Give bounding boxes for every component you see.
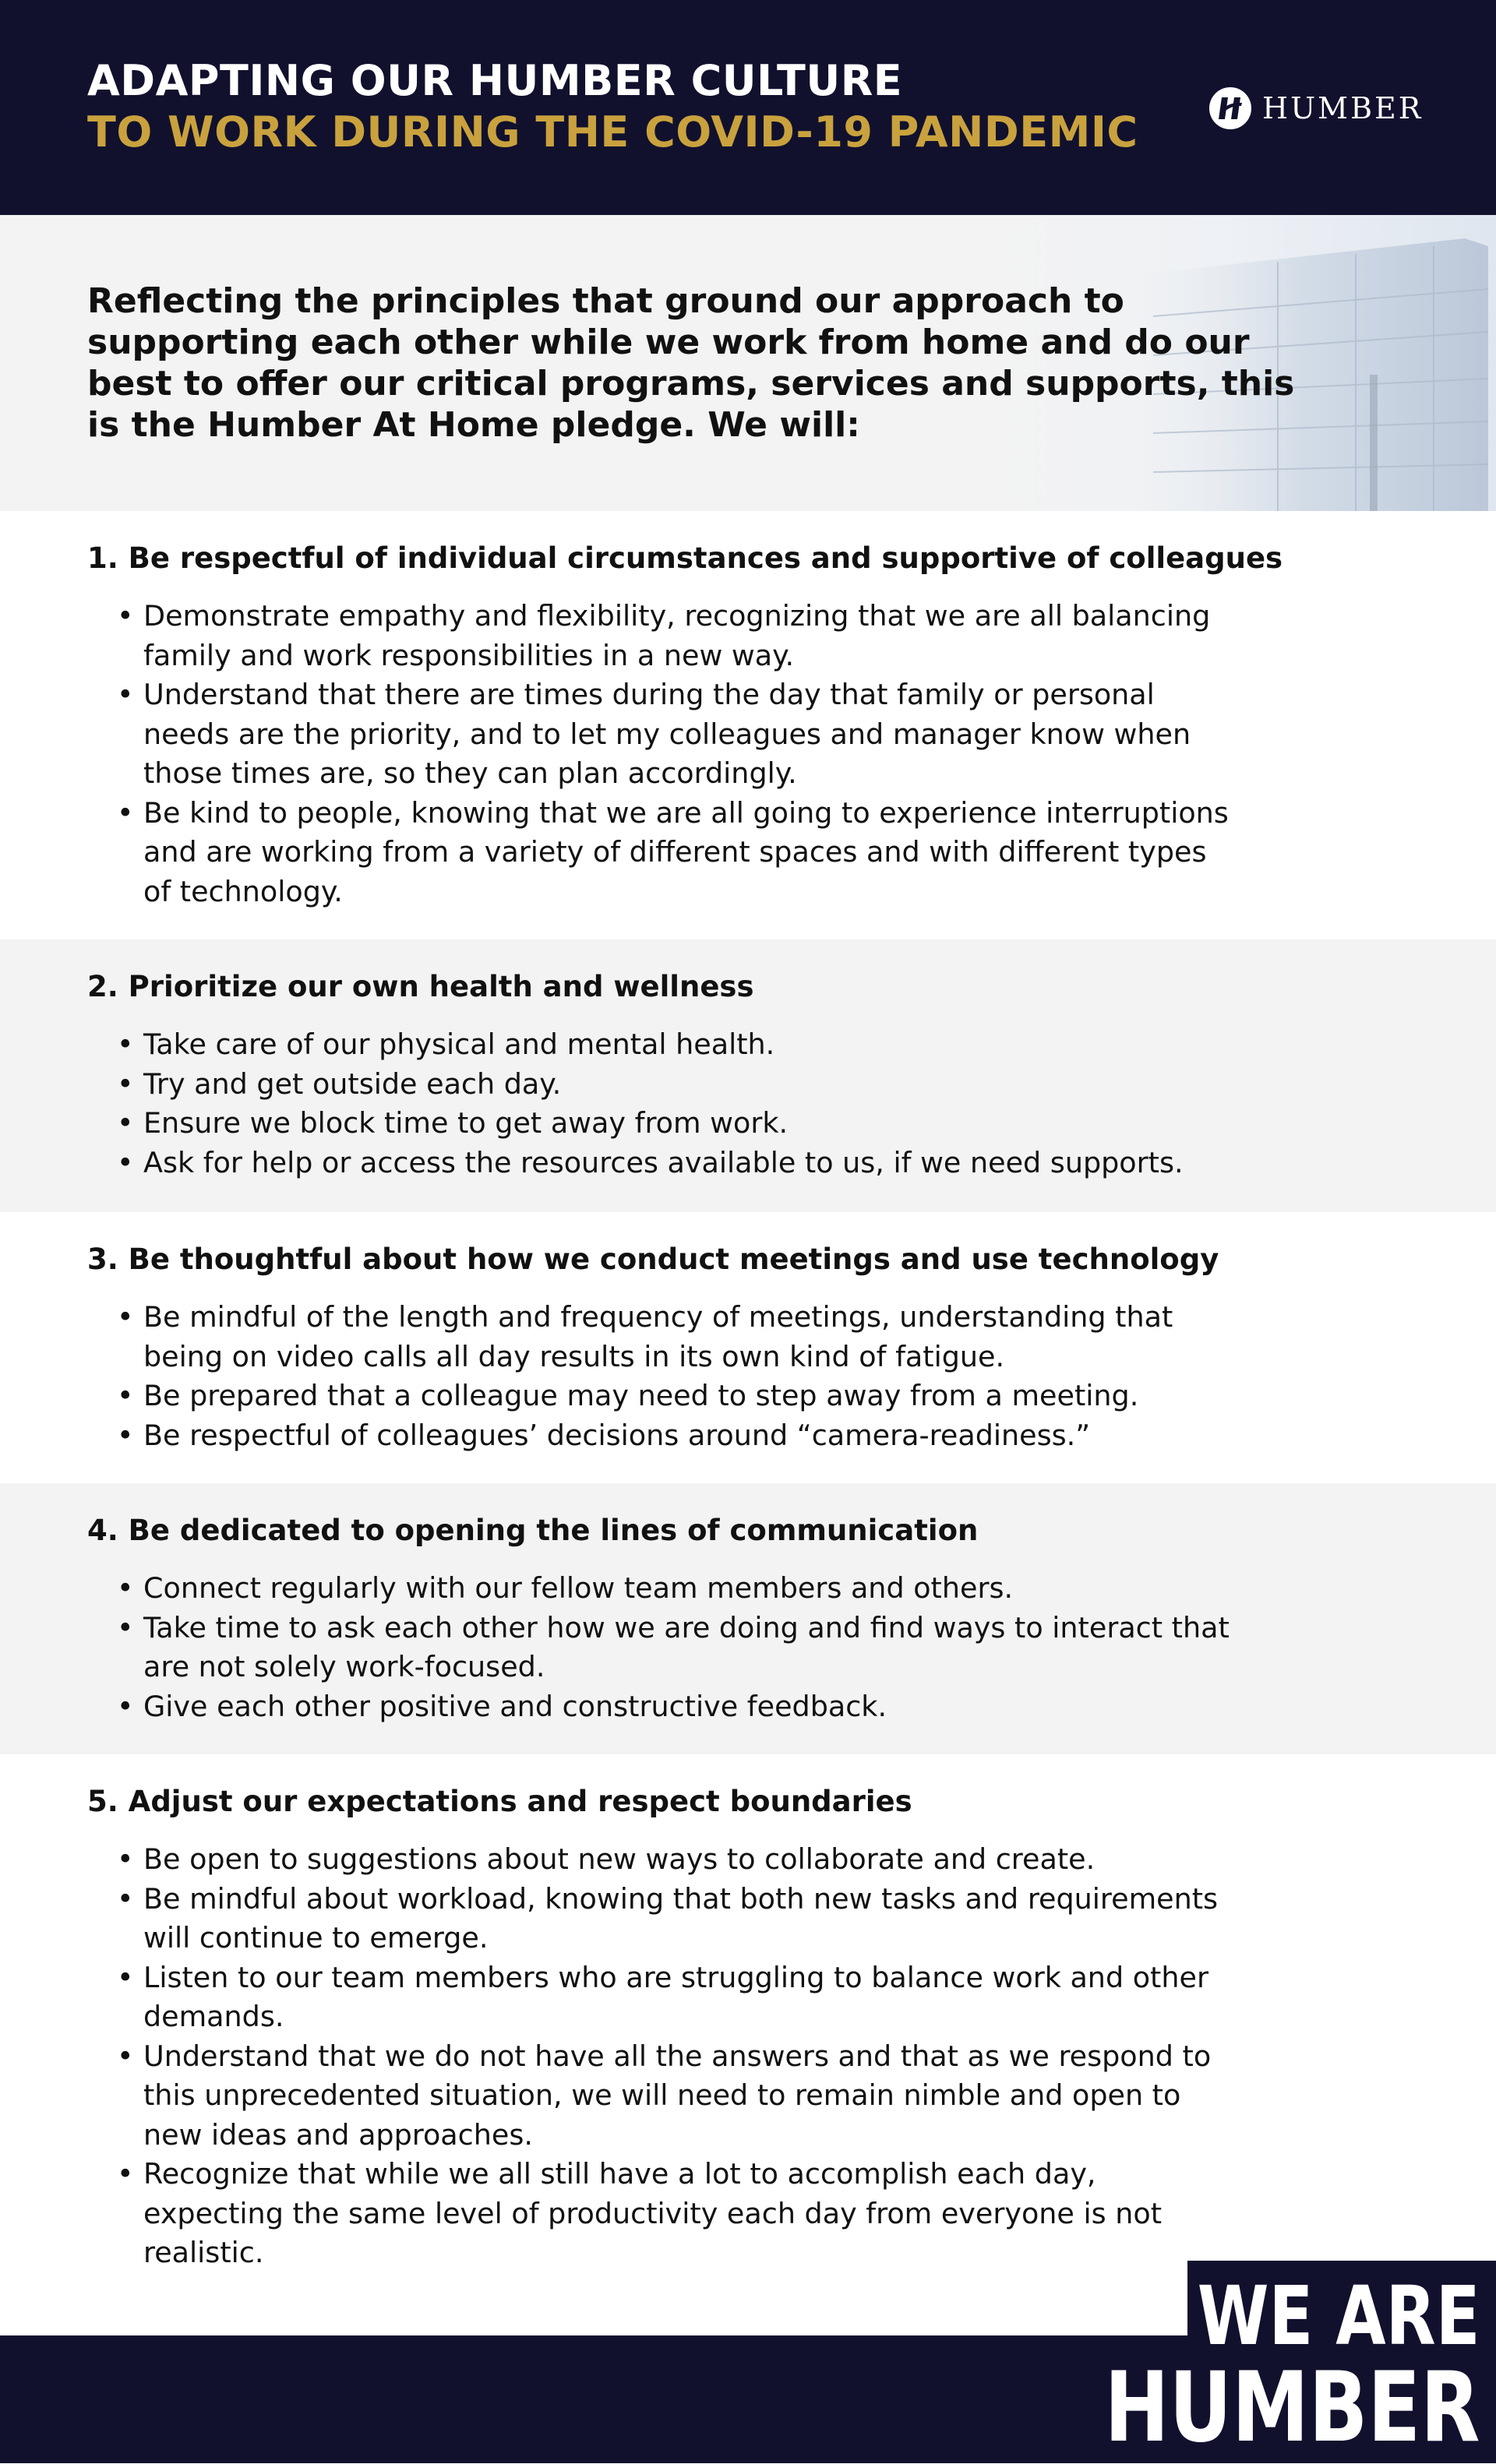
- page-header: [0, 0, 1496, 215]
- intro-text: Reflecting the principles that ground our approach to supporting each other while we work from home and do our best to offer our critical programs, services and supports, this is the Humber At Home pledge. We will:: [87, 281, 1295, 445]
- list-item: • Be open to suggestions about new ways to collaborate and create.: [117, 1840, 1231, 1880]
- list-item: • Demonstrate empathy and flexibility, recognizing that we are all balancing family and work responsibilities in a new way.: [117, 597, 1231, 675]
- section-heading: 1. Be respectful of individual circumstances and supportive of colleagues: [87, 541, 1283, 575]
- list-item: • Be respectful of colleagues’ decisions around “camera-readiness.”: [117, 1416, 1231, 1456]
- section-heading: 4. Be dedicated to opening the lines of communication: [87, 1514, 979, 1547]
- list-item: • Recognize that while we all still have a lot to accomplish each day, expecting the same level of productivity each day from everyone is not realistic.: [117, 2155, 1231, 2273]
- section-heading: 2. Prioritize our own health and wellness: [87, 970, 754, 1003]
- section-heading: 3. Be thoughtful about how we conduct meetings and use technology: [87, 1243, 1219, 1276]
- list-item: • Give each other positive and constructive feedback.: [117, 1687, 1231, 1727]
- pledge-section-2: [0, 939, 1496, 1212]
- bullet-list: [117, 1840, 1231, 2273]
- list-item: • Be prepared that a colleague may need to step away from a meeting.: [117, 1377, 1231, 1416]
- bullet-list: [117, 597, 1231, 911]
- list-item: • Be mindful about workload, knowing that both new tasks and requirements will continue to emerge.: [117, 1880, 1231, 1958]
- list-item: • Understand that we do not have all the answers and that as we respond to this unprecedented situation, we will need to remain nimble and open to new ideas and approaches.: [117, 2037, 1231, 2156]
- bullet-list: [117, 1569, 1231, 1726]
- list-item: • Take care of our physical and mental health.: [117, 1025, 1231, 1065]
- list-item: • Listen to our team members who are struggling to balance work and other demands.: [117, 1958, 1231, 2037]
- section-heading: 5. Adjust our expectations and respect boundaries: [87, 1785, 912, 1818]
- pledge-section-1: [0, 511, 1496, 939]
- pledge-section-3: [0, 1212, 1496, 1483]
- we-are-text: WE ARE: [1198, 2268, 1480, 2364]
- list-item: • Take time to ask each other how we are doing and find ways to interact that are not solely work-focused.: [117, 1609, 1231, 1687]
- list-item: • Be mindful of the length and frequency of meetings, understanding that being on video calls all day results in its own kind of fatigue.: [117, 1298, 1231, 1377]
- humber-wordmark: HUMBER: [1104, 2352, 1480, 2464]
- bullet-list: [117, 1025, 1231, 1183]
- humber-logo-text: HUMBER: [1262, 91, 1424, 125]
- list-item: • Ask for help or access the resources available to us, if we need supports.: [117, 1144, 1231, 1183]
- bullet-list: [117, 1298, 1231, 1455]
- humber-h-icon: [1209, 87, 1251, 129]
- list-item: • Be kind to people, knowing that we are all going to experience interruptions and are working from a variety of different spaces and with different types of technology.: [117, 794, 1231, 912]
- list-item: • Ensure we block time to get away from work.: [117, 1104, 1231, 1144]
- humber-logo: [1209, 87, 1423, 129]
- list-item: • Try and get outside each day.: [117, 1065, 1231, 1105]
- list-item: • Understand that there are times during the day that family or personal needs are the priority, and to let my colleagues and manager know when those times are, so they can plan accordingly.: [117, 675, 1231, 794]
- page-title-line-2: TO WORK DURING THE COVID-19 PANDEMIC: [87, 108, 1138, 157]
- pledge-section-4: [0, 1483, 1496, 1754]
- intro-panel: [0, 215, 1496, 511]
- pledge-section-5: [0, 1754, 1496, 2269]
- page-title-line-1: ADAPTING OUR HUMBER CULTURE: [87, 56, 903, 105]
- list-item: • Connect regularly with our fellow team members and others.: [117, 1569, 1231, 1609]
